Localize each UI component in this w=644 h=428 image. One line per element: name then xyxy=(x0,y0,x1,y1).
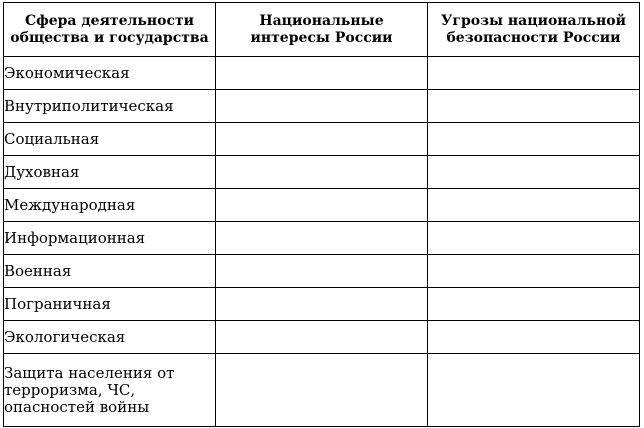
sphere-cell: Защита населения от терроризма, ЧС, опасностей войны xyxy=(4,354,216,427)
interests-cell[interactable] xyxy=(216,354,428,427)
interests-cell[interactable] xyxy=(216,222,428,255)
interests-cell[interactable] xyxy=(216,321,428,354)
table-row xyxy=(4,123,640,156)
table-row xyxy=(4,288,640,321)
spheres-table xyxy=(3,2,640,427)
threats-cell[interactable] xyxy=(428,189,640,222)
sphere-cell: Внутриполитическая xyxy=(4,90,216,123)
header-sphere-label: Сфера деятельности общества и государства xyxy=(10,12,209,46)
table-row xyxy=(4,255,640,288)
interests-cell[interactable] xyxy=(216,189,428,222)
header-row xyxy=(4,3,640,57)
threats-cell[interactable] xyxy=(428,57,640,90)
threats-cell[interactable] xyxy=(428,222,640,255)
table-row xyxy=(4,57,640,90)
threats-cell[interactable] xyxy=(428,354,640,427)
header-threats xyxy=(428,3,640,57)
interests-cell[interactable] xyxy=(216,57,428,90)
table-row xyxy=(4,354,640,427)
interests-cell[interactable] xyxy=(216,123,428,156)
threats-cell[interactable] xyxy=(428,90,640,123)
threats-cell[interactable] xyxy=(428,123,640,156)
header-interests-label: Национальные интересы России xyxy=(250,12,393,46)
interests-cell[interactable] xyxy=(216,288,428,321)
header-threats-label: Угрозы национальной безопасности России xyxy=(441,12,626,46)
threats-cell[interactable] xyxy=(428,321,640,354)
table-row xyxy=(4,156,640,189)
threats-cell[interactable] xyxy=(428,288,640,321)
interests-cell[interactable] xyxy=(216,156,428,189)
header-sphere xyxy=(4,3,216,57)
threats-cell[interactable] xyxy=(428,255,640,288)
sphere-cell: Экономическая xyxy=(4,57,216,90)
sphere-cell: Международная xyxy=(4,189,216,222)
sphere-cell: Экологическая xyxy=(4,321,216,354)
sphere-cell: Духовная xyxy=(4,156,216,189)
threats-cell[interactable] xyxy=(428,156,640,189)
sphere-cell: Социальная xyxy=(4,123,216,156)
sphere-cell: Военная xyxy=(4,255,216,288)
interests-cell[interactable] xyxy=(216,90,428,123)
table-row xyxy=(4,222,640,255)
header-interests xyxy=(216,3,428,57)
table-row xyxy=(4,321,640,354)
sphere-cell: Пограничная xyxy=(4,288,216,321)
table-row xyxy=(4,90,640,123)
sphere-cell: Информационная xyxy=(4,222,216,255)
interests-cell[interactable] xyxy=(216,255,428,288)
table-row xyxy=(4,189,640,222)
